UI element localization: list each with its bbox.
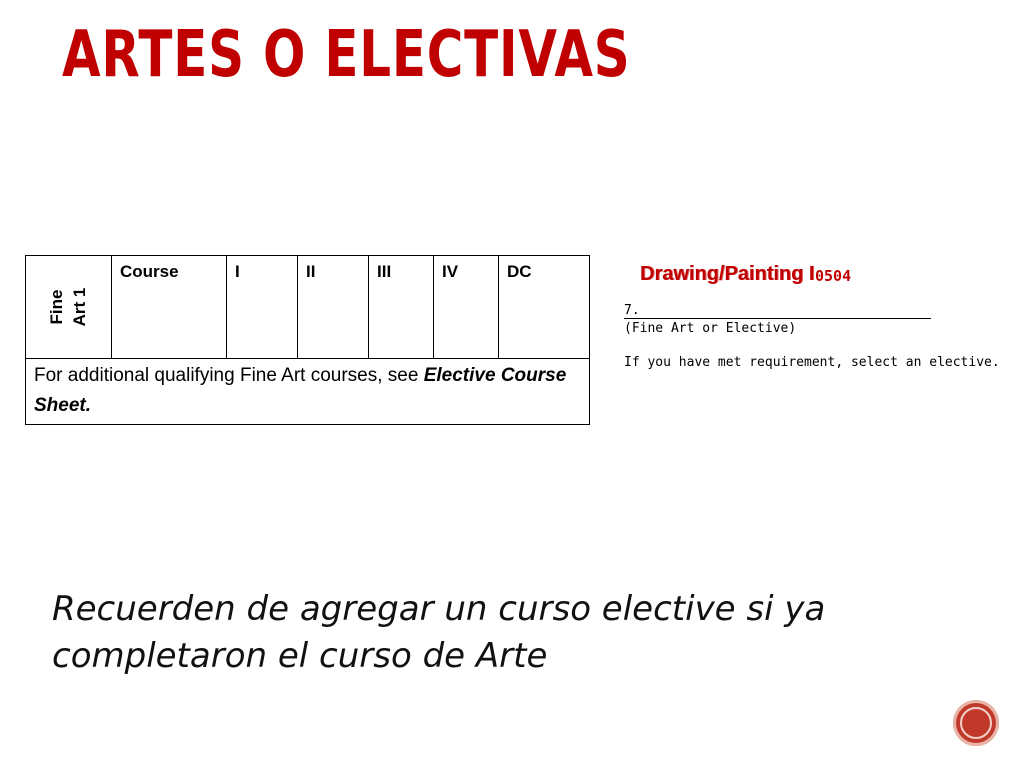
requirement-line: 7. (624, 303, 931, 319)
row-label-line2: Art 1 (69, 287, 89, 327)
elective-course-sheet-reference: Elective Course Sheet. (34, 365, 567, 417)
row-label (46, 288, 92, 327)
requirement-caption: (Fine Art or Elective) (624, 321, 797, 336)
row-label-line1: Fine (46, 289, 66, 325)
slide-title: ARTES O ELECTIVAS (62, 18, 631, 92)
header-ii: II (298, 256, 369, 359)
course-code: 0504 (815, 267, 852, 285)
header-iv: IV (434, 256, 499, 359)
table-header-row (26, 256, 590, 359)
course-label: Drawing/Painting I (640, 263, 815, 285)
header-iii: III (369, 256, 434, 359)
fine-art-table (25, 255, 590, 425)
table-note-prefix: For additional qualifying Fine Art courses, see (34, 365, 424, 386)
reminder-text: Recuerden de agregar un curso elective si ya completaron el curso de Arte (52, 589, 826, 676)
requirement-note: If you have met requirement, select an elective. (624, 355, 1000, 370)
header-dc: DC (499, 256, 590, 359)
header-i: I (227, 256, 298, 359)
table-note-row (26, 359, 590, 425)
row-label-cell (26, 256, 112, 359)
table-note (26, 359, 590, 425)
header-course: Course (112, 256, 227, 359)
slide-logo-badge (953, 700, 999, 746)
